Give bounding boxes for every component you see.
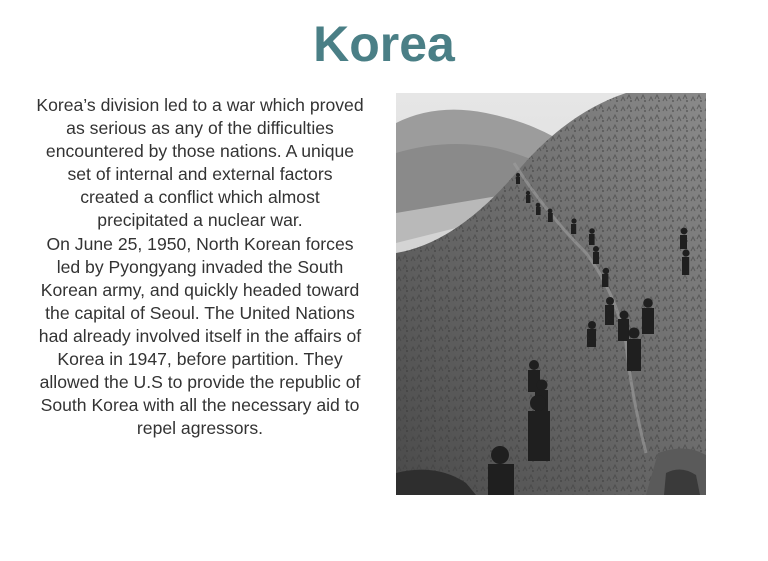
photo-illustration — [396, 93, 706, 495]
paragraph-division: Korea’s division led to a war which proved as serious as any of the difficulties encountered by those nations. A unique set of internal and external factors created a conflict which almost precipitated a nuclear war. — [36, 95, 364, 231]
slide-title: Korea — [313, 16, 455, 72]
soldiers-on-hillside-photo — [396, 93, 706, 495]
paragraph-invasion: On June 25, 1950, North Korean forces led by Pyongyang invaded the South Korean army, and quickly headed toward the capital of Seoul. The United Nations had already involved itself in the affairs of Korea in 1947, before partition. They allowed the U.S to provide the republic of South Korea with all the necessary aid to repel agressors. — [38, 233, 362, 439]
body-text — [36, 94, 364, 440]
